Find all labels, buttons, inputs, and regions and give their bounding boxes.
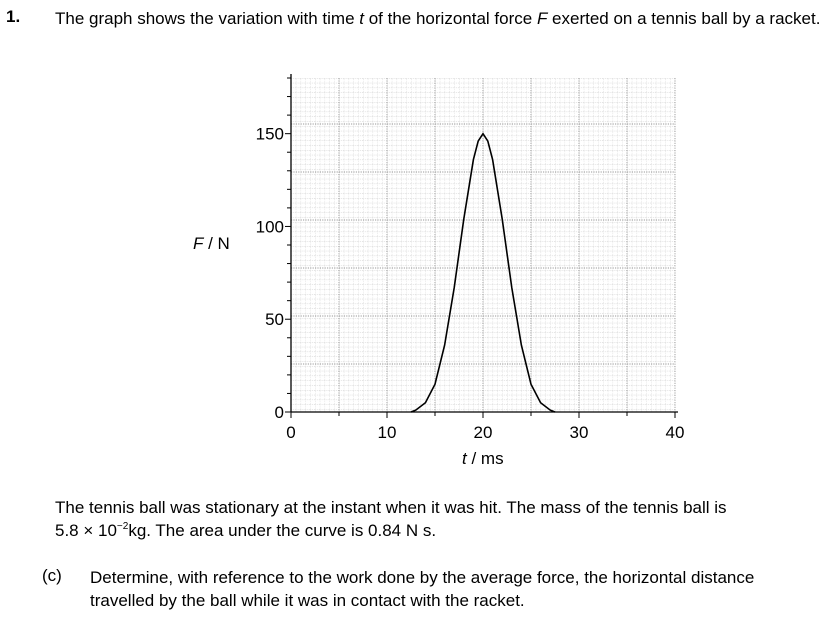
- x-axis-label: t / ms: [462, 449, 504, 468]
- x-tick-label: 20: [473, 423, 493, 442]
- y-axis-label: F / N: [193, 234, 230, 253]
- mass-value: 5.8 × 10: [55, 521, 117, 540]
- x-tick-label: 0: [286, 423, 296, 442]
- y-tick-label: 150: [255, 124, 284, 144]
- x-tick-label: 40: [665, 423, 685, 442]
- info-paragraph: [55, 496, 815, 542]
- part-c-label: (c): [42, 566, 62, 585]
- mass-exponent: −2: [116, 521, 129, 532]
- part-c-text: Determine, with reference to the work done by the average force, the horizontal distance travelled by the ball while it was in contact with the racket.: [90, 568, 755, 610]
- t-symbol: t: [359, 9, 364, 28]
- y-tick-label: 50: [265, 310, 284, 330]
- info-line-1: The tennis ball was stationary at the instant when it was hit. The mass of the tennis ball is: [55, 498, 727, 517]
- y-tick-label: 0: [274, 403, 284, 422]
- x-tick-label: 10: [377, 423, 397, 442]
- mass-unit-and-area: kg. The area under the curve is 0.84 N s.: [128, 521, 437, 540]
- y-tick-label: 100: [255, 217, 284, 237]
- question-number: 1.: [6, 7, 21, 26]
- x-tick-label: 30: [569, 423, 589, 442]
- F-symbol: F: [536, 9, 548, 28]
- question-text: The graph shows the variation with time t of the horizontal force F exerted on a tennis ball by a racket.: [55, 9, 821, 28]
